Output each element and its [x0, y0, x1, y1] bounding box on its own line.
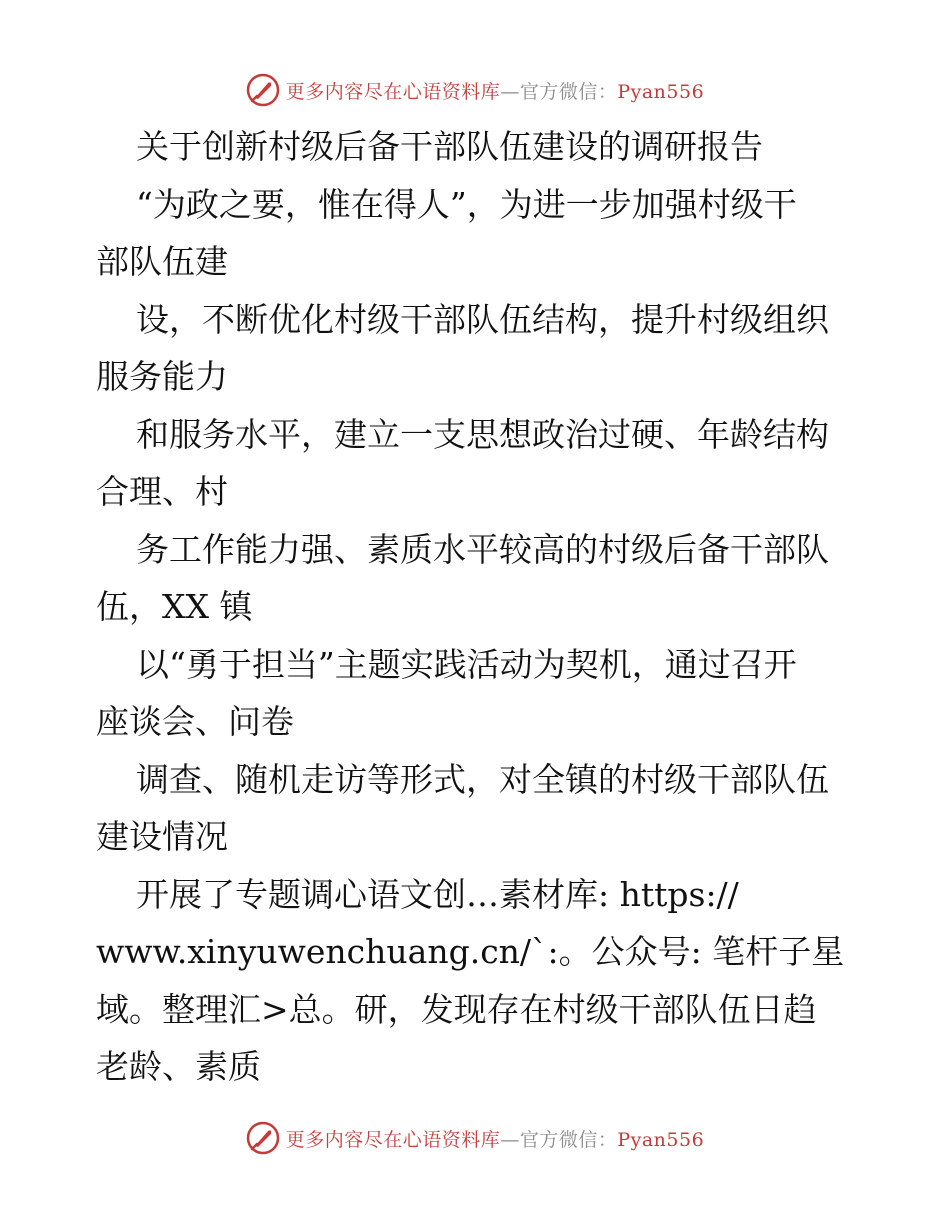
- paragraph-line: 伍，XX 镇: [96, 587, 253, 626]
- paragraph-line: 部队伍建: [96, 242, 228, 281]
- paragraph-line: 以“勇于担当”主题实践活动为契机，通过召开: [136, 644, 797, 684]
- paragraph-line: 设，不断优化村级干部队伍结构，提升村级组织: [136, 299, 829, 339]
- banner-main-text: 更多内容尽在心语资料库: [285, 80, 501, 103]
- banner-wechat-label: 官方微信：: [519, 1128, 618, 1151]
- paragraph-line: 老龄、素质: [96, 1047, 261, 1086]
- banner-wechat-id: Pyan556: [617, 1128, 705, 1151]
- banner-wechat-id: Pyan556: [617, 80, 705, 103]
- paragraph-line: 合理、村: [96, 472, 228, 511]
- paragraph-line: 开展了专题调心语文创…素材库: https://: [136, 874, 739, 914]
- paragraph-line: www.xinyuwenchuang.cn/`:。公众号: 笔杆子星: [96, 932, 845, 971]
- document-title: 关于创新村级后备干部队伍建设的调研报告: [136, 127, 763, 166]
- banner-text: [286, 1125, 704, 1152]
- banner-wechat-label: 官方微信：: [519, 80, 618, 103]
- header-banner[interactable]: [0, 70, 950, 110]
- paragraph-line: 调查、随机走访等形式，对全镇的村级干部队伍: [136, 759, 829, 799]
- paragraph-line: 域。整理汇>总。研，发现存在村级干部队伍日趋: [96, 989, 817, 1029]
- quill-logo-icon: [246, 73, 280, 107]
- paragraph-line: 务工作能力强、素质水平较高的村级后备干部队: [136, 529, 829, 569]
- paragraph-line: 座谈会、问卷: [96, 702, 294, 741]
- banner-main-text: 更多内容尽在心语资料库: [285, 1128, 501, 1151]
- paragraph-line: “为政之要，惟在得人”，为进一步加强村级干: [136, 184, 797, 224]
- footer-banner[interactable]: [0, 1118, 950, 1158]
- paragraph-line: 建设情况: [96, 817, 228, 856]
- quill-logo-icon: [246, 1121, 280, 1155]
- banner-text: [286, 77, 704, 104]
- paragraph-line: 和服务水平，建立一支思想政治过硬、年龄结构: [136, 414, 829, 454]
- paragraph-line: 服务能力: [96, 357, 228, 396]
- banner-dash: —: [500, 80, 520, 103]
- banner-dash: —: [500, 1128, 520, 1151]
- document-body: [96, 118, 866, 1096]
